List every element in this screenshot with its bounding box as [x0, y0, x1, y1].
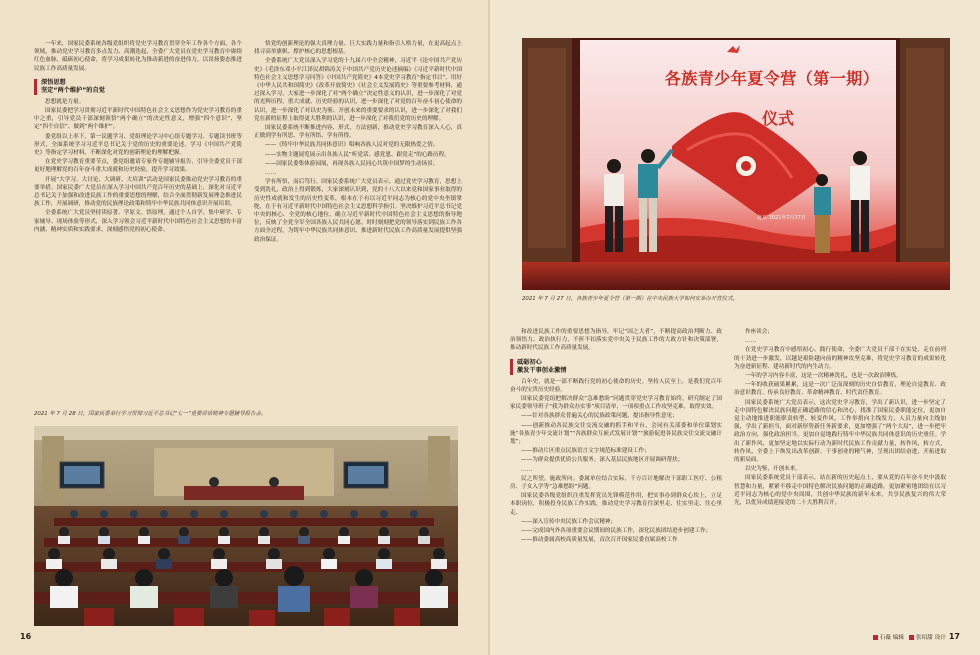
- paragraph: 在党史学习教育重要节点，委党组邀请专家作专题辅导报告，引导全委党员干部更好地理解党的百年奋斗重大成就和历史经验，提升学习效果。: [34, 159, 242, 174]
- meeting-photo-illustration: [34, 426, 458, 626]
- banner-date: 北京·2021年7月27日: [757, 215, 806, 221]
- section-subtitle: 坚定“两个维护”的自觉: [41, 86, 105, 94]
- section-marker: [34, 79, 37, 95]
- banner-subtitle: 仪式: [762, 109, 795, 128]
- paragraph: 全委系统广大党员深入学习党的十九届六中全会精神，习近平《论中国共产党历史》《毛泽东邓小平江泽民胡锦涛关于中国共产党历史论述摘编》《习近平新时代中国特色社会主义思想学习问答》《中国共产党简史》4本党史学习教育“指定书目”，用好《中华人民共和国简史》《改革开放简史》《社会主义发展简史》等重要参考材料，通过深入学习，大家进一步深化了对“两个确立”决定性意义的认识，进一步深化了对党的光辉历程、重大成就、历史经验的认识，进一步深化了对党的百年奋斗初心使命的认识，进一步深化了对以史为鉴、开创未来的重要要求的认识，进一步深化了对我们党在新的征程上取得更大胜利的认识，进一步深化了对我们党的历史的理解。: [254, 58, 462, 122]
- paragraph: 民之所望，施政所向。委属单位结合实际，千方百计地解决干部职工医疗、公租房、子女入学等“急难愁盼”问题。: [510, 475, 722, 491]
- section-title: 砥砺初心: [517, 358, 542, 366]
- paragraph: ——完成国内外各项重要会议期间的民族工作，深化民族团结进步创建工作；: [521, 528, 712, 535]
- section-header: [510, 359, 722, 375]
- photo-caption: 2021 年 7 月 28 日，国家民委举行学习贯彻习近平总书记“七一”重要讲话精神专题辅导报告会。: [34, 411, 267, 417]
- editor-name: 石薇: [879, 635, 891, 641]
- paragraph: ——针对各族群众普遍关心的民族政策问题，提出指导性意见；: [521, 413, 678, 420]
- left-column-1: [34, 40, 242, 382]
- designer-role: 设计: [934, 635, 946, 641]
- section-marker: [510, 359, 513, 375]
- paragraph: 百年史，就是一部不断践行党的初心使命的历史。坚持人民至上，是我们党百年奋斗的宝贵历史经验。: [510, 378, 722, 393]
- section-subtitle: 激发干事创业激情: [517, 366, 567, 374]
- page-number: 17: [948, 632, 960, 641]
- credits: [873, 633, 946, 641]
- paragraph: 国家民委系统党员干部表示，站在新的历史起点上，要从党的百年奋斗史中汲取智慧和力量，紧紧不移走中国特色解决民族问题的正确道路，更加紧密地团结在以习近平同志为核心的党中央周围，共创中华民族的新年未来，共享民族复兴的伟大荣光，以优异成绩迎接党的二十大胜利召开。: [734, 475, 946, 507]
- paragraph: 一年的收获硕果累累，这是一次广泛而深刻的历史自信教育，理论自觉教育、政治意识教育、传承良好教育、革命精神教育、时代责任教育。: [734, 382, 946, 397]
- paragraph: ——《铸牢中华民族共同体意识》唱响各族人民对党的无限热爱之情。: [265, 142, 439, 149]
- paragraph: ——推动委属高校高质量发展，首次召开国家民委直属高校工作: [521, 537, 678, 544]
- paragraph: 国家民委系统广大党员表示，这次党史学习教育，学出了新认识，进一步坚定了走中国特色解决民族问题正确道路的信心和决心，找准了国家民委职能定位，更加自觉主动地推进职能职责转型、转变作风，工作举措向主线发力，人员力量向主线加强，学出了新担当，面对新形势新任务新要求，更加增强了“两个大局”，进一步把牢政治方向，强化政治担当，更加自觉地践行铸牢中华民族共同体意识的历史重任。学出了新作风，更加坚定地以实际行动为新时代民族工作贡献力量，转作风，转方式，转作风、全委上下焕发出改革创新、干事创业的精气神，呈现出团结奋进、开拓进取的新局面。: [734, 399, 946, 464]
- paragraph: 开展“大学习、大讨论、大调研、大培训”活动是国家民委推动党史学习教育的重要举措。国家民委广大党员在深入学习中国共产党百年历史的基础上，深化对习近平总书记关于加强和改进民族工作的重要思想的理解，结合全面贯彻新发展理念推进民族工作，开展调研，推动党的民族理论政策和铸牢中华民族共同体意识开展培训。: [34, 176, 242, 208]
- paragraph: 委党组以上率下，第一议题学习、党组理论学习中心组专题学习、专题读书班等形式，全面系统学习习近平总书记关于党的历史的重要论述，学习《中国共产党简史》等指定学习材料，不断深化对党的创新理论的理解把握。: [34, 133, 242, 157]
- ellipsis: ……: [521, 466, 533, 473]
- paragraph: 学有所悟，而后笃行。国家民委系统广大党员表示，通过党史学习教育，思想上受到洗礼，政治上得到锻炼，大家深刻认识到，党的十八大以来党和国家事业取得的历史性成就和发生的历史性变革，根本在于有以习近平同志为核心的党中央坐镇掌舵，在于有习近平新时代中国特色社会主义思想科学指引。坚决维护习近平总书记党中央的核心、全党的核心地位，确立习近平新时代中国特色社会主义思想的指导地位，反映了全党全军全国各族人民共同心愿。时时刻刻把党的领导落实到民族工作各方面全过程，为铸牢中华民族共同体意识、推进新时代民族工作高质量发展提供坚强政治保证。: [254, 179, 462, 243]
- section-title: 深悟思想: [41, 78, 66, 86]
- paragraph: ——实物主题展览展示出各族人民“听党话、感党恩、跟党走”的心路历程。: [265, 151, 450, 158]
- paragraph: 国家民委系统不断推进内容、形式、方法创新，推动党史学习教育深入人心，真正做到学有所思、学有所悟、学有所得。: [254, 125, 462, 140]
- editor-role: 编辑: [892, 635, 904, 641]
- paragraph: 在党史学习教育中感悟初心、践行使命，全委广大党员干部干在实处、走在前列的干劲进一步激发，以越是艰险越向前的精神攻坚克难，将党史学习教育的成果转化为奋进新征程、建功新时代的内生动力。: [734, 347, 946, 370]
- paragraph: 思想就是力量。: [45, 98, 85, 105]
- ellipsis: ……: [265, 170, 277, 177]
- paragraph: ——深入宣传中央民族工作会议精神；: [521, 518, 617, 525]
- paragraph: 一年的学习内容丰富，这是一次精神洗礼，也是一次政治锤炼。: [745, 373, 902, 380]
- paragraph: 一年来，国家民委系统各级党组织将党史学习教育贯穿全年工作各个方面、各个领域，推动党史学习教育多点发力、高潮迭起，全委广大党员在党史学习教育中赓续红色血脉、砥砺初心使命，将学习成果转化为推动新进的奋进伟力，以昂扬姿态推进民族工作高质量发展。: [34, 41, 242, 72]
- banner-title: 各族青少年夏令营（第一期）: [664, 69, 880, 88]
- ceremony-photo: [522, 38, 950, 290]
- paragraph: 国家民委党组把解决群众“急难愁盼”问题贯穿党史学习教育始终，研究制定了国家民委领导班子“我为群众办实事”项目清单，一项项重点工作攻坚克难，取得实效。: [510, 396, 722, 411]
- paragraph: 作座谈会；: [745, 329, 773, 335]
- page-number: 16: [20, 632, 32, 641]
- ellipsis: ……: [745, 338, 757, 345]
- left-column-2: [254, 40, 462, 382]
- paragraph: 以史为鉴，开创未来。: [745, 466, 801, 473]
- paragraph: 国家民委各级党组织注重发挥党员先锋模范作用，把实事办到群众心坎上，立足本职岗位，积极投身民族工作实践，推动党史学习教育往深里走、往实里走、往心里走。: [510, 493, 722, 516]
- right-page: [490, 0, 980, 655]
- right-column-2: [734, 328, 946, 616]
- paragraph: ——为群众提供优质公共服务、深入基层民族地区开展调研帮扶；: [521, 457, 684, 464]
- designer-name: 张绍甜: [916, 635, 933, 641]
- paragraph: 国家民委把学习贯彻习近平新时代中国特色社会主义思想作为党史学习教育的重中之重，引导党员干部深刻领悟“两个确立”的决定性意义，增强“四个意识”、坚定“四个自信”、做到“两个维护”。: [34, 108, 242, 131]
- right-column-1: [510, 328, 722, 624]
- paragraph: ——推动片区重点民族语言文字规范标准建设工作；: [521, 448, 650, 455]
- paragraph: 和改进民族工作的重要思想为指导，牢记“国之大者”，不断提高政治判断力、政治领悟力、政治执行力，不折不扣落实党中央关于民族工作的大政方针和决策部署，推动新时代民族工作高质量发展。: [510, 329, 722, 352]
- paragraph: 悟党的创新理论的强大真理力量、巨大实践力量和指引人格力量，在更高起点上找寻高举旗帜、撑护核心的思想根基。: [254, 41, 462, 56]
- credit-marker: [873, 635, 878, 640]
- section-header: [34, 79, 242, 95]
- credit-marker: [909, 635, 914, 640]
- meeting-photo: [34, 426, 458, 626]
- paragraph: ——国家民委集体游园展，再现各族人民同心共筑中国梦的生动场景。: [265, 160, 439, 167]
- paragraph: ——创新推动各民族交往交流交融的抓手和平台，会同有关部委和单位谋划实施“各族青少年交流计划”“各族群众互嵌式发展计划”“旅游促进各民族交往交流交融计划”；: [510, 422, 722, 446]
- paragraph: 全委系统广大党员坚持读原著、学原文、悟原理，通过个人自学、集中研学、专家辅导、现场体验等形式，深入学习领会习近平新时代中国特色社会主义思想的丰富内涵、精神实质和实践要求，深刻感悟党的初心使命。: [34, 210, 242, 233]
- photo-caption: 2021 年 7 月 27 日，各族青少年夏令营（第一期）在中央民族大学如何安举办开营仪式。: [522, 296, 738, 302]
